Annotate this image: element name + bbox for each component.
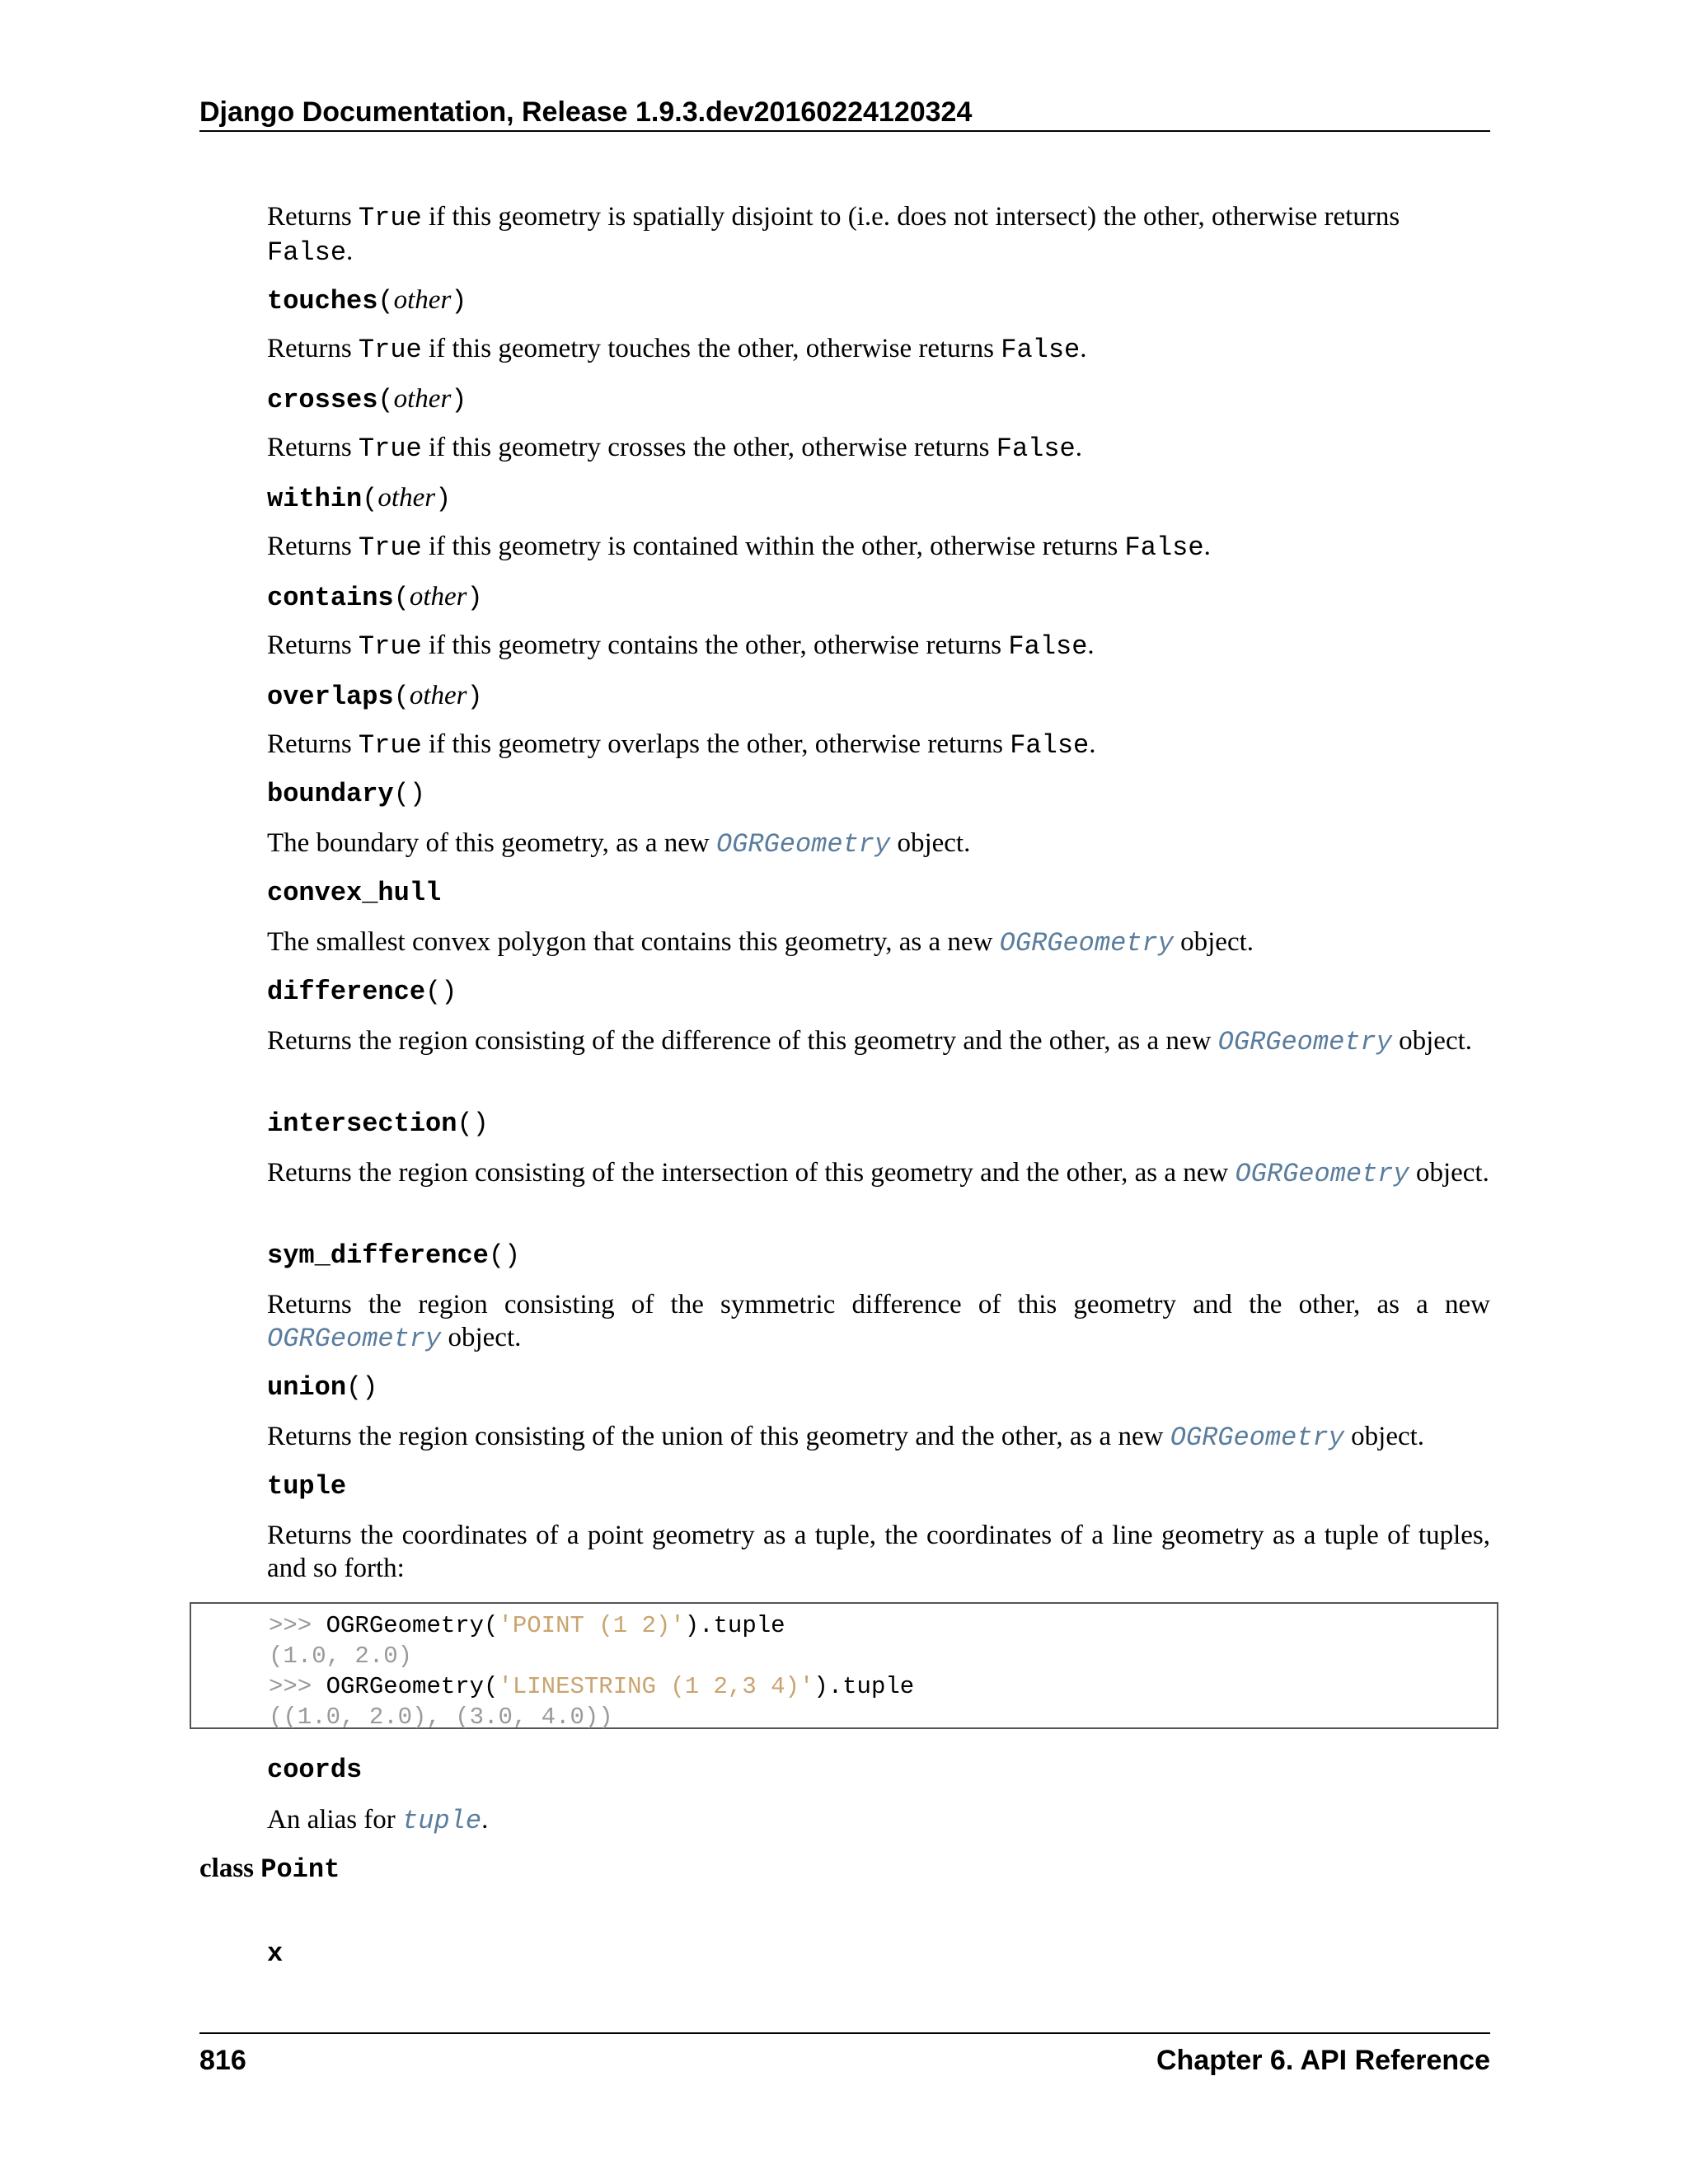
x-signature: [267, 1938, 1490, 1971]
method-name-within: within: [267, 484, 363, 514]
attribute-name-tuple: tuple: [267, 1471, 347, 1502]
point-class-signature: [199, 1854, 340, 1885]
coords-description: An alias for tuple.: [267, 1805, 489, 1836]
overlaps-signature: overlaps(other): [267, 681, 483, 712]
chapter-title: Chapter 6. API Reference: [1156, 2045, 1490, 2076]
union-description: Returns the region consisting of the union of this geometry and the other, as a new OGRGeometry object.: [267, 1422, 1425, 1453]
method-name-difference: difference: [267, 977, 426, 1007]
ogrgeometry-link[interactable]: OGRGeometry: [1170, 1422, 1344, 1453]
tuple-link[interactable]: tuple: [402, 1806, 482, 1836]
intersection-signature: intersection(): [267, 1108, 489, 1139]
intersection-description: Returns the region consisting of the intersection of this geometry and the other, as a new OGRGeometry object.: [267, 1158, 1489, 1189]
touches-description: Returns True if this geometry touches the other, otherwise returns False.: [267, 334, 1087, 365]
method-name-contains: contains: [267, 583, 394, 613]
crosses-signature: crosses(other): [267, 384, 467, 415]
within-signature: within(other): [267, 483, 452, 514]
coords-signature: [267, 1754, 1490, 1787]
crosses-description: Returns True if this geometry crosses the other, otherwise returns False.: [267, 433, 1082, 464]
page-number: 816: [199, 2045, 246, 2076]
method-name-intersection: intersection: [267, 1108, 457, 1139]
tuple-signature: [267, 1470, 1490, 1503]
method-name-union: union: [267, 1372, 347, 1403]
method-name-overlaps: overlaps: [267, 682, 394, 712]
ogrgeometry-link[interactable]: OGRGeometry: [1217, 1027, 1392, 1057]
difference-description: Returns the region consisting of the difference of this geometry and the other, as a new OGRGeometry object.: [267, 1026, 1473, 1057]
code-line-1: >>> OGRGeometry('POINT (1 2)').tuple: [269, 1612, 785, 1639]
header-title: Django Documentation, Release 1.9.3.dev20160224120324: [199, 96, 973, 128]
sym-difference-description: Returns the region consisting of the symmetric difference of this geometry and the other, as a new OGRGeometry object.: [267, 1290, 1490, 1354]
attribute-name-convex-hull: convex_hull: [267, 878, 442, 908]
method-name-sym-difference: sym_difference: [267, 1240, 489, 1271]
within-description: Returns True if this geometry is contained within the other, otherwise returns False.: [267, 532, 1211, 563]
code-line-4: ((1.0, 2.0), (3.0, 4.0)): [269, 1704, 613, 1731]
ogrgeometry-link[interactable]: OGRGeometry: [715, 829, 891, 860]
ogrgeometry-link[interactable]: OGRGeometry: [1235, 1159, 1409, 1189]
page-header: [199, 96, 1490, 129]
boundary-description: The boundary of this geometry, as a new OGRGeometry object.: [267, 828, 971, 860]
code-line-3: >>> OGRGeometry('LINESTRING (1 2,3 4)').tuple: [269, 1673, 915, 1700]
class-name-point: Point: [260, 1854, 340, 1885]
overlaps-description: Returns True if this geometry overlaps the other, otherwise returns False.: [267, 729, 1096, 761]
convex-hull-signature: [267, 877, 1490, 910]
ogrgeometry-link[interactable]: OGRGeometry: [999, 928, 1174, 958]
class-keyword: class: [199, 1854, 261, 1883]
header-rule: [199, 130, 1490, 132]
union-signature: union(): [267, 1372, 378, 1403]
method-name-crosses: crosses: [267, 385, 378, 415]
convex-hull-description: The smallest convex polygon that contains this geometry, as a new OGRGeometry object.: [267, 927, 1254, 958]
method-name-touches: touches: [267, 286, 378, 316]
contains-signature: contains(other): [267, 582, 483, 613]
tuple-description: Returns the coordinates of a point geometry as a tuple, the coordinates of a line geometry as a tuple of tuples, and so forth:: [267, 1521, 1490, 1583]
code-line-2: (1.0, 2.0): [269, 1643, 413, 1670]
disjoint-description: Returns True if this geometry is spatially disjoint to (i.e. does not intersect) the other, otherwise returns False.: [267, 202, 1400, 268]
attribute-name-x: x: [267, 1938, 284, 1969]
difference-signature: difference(): [267, 977, 457, 1007]
footer-rule: [199, 2032, 1490, 2034]
ogrgeometry-link[interactable]: OGRGeometry: [267, 1324, 442, 1354]
contains-description: Returns True if this geometry contains the other, otherwise returns False.: [267, 630, 1095, 662]
code-example-block: [190, 1602, 1498, 1729]
sym-difference-signature: sym_difference(): [267, 1240, 521, 1271]
touches-signature: touches(other): [267, 285, 467, 316]
boundary-signature: boundary(): [267, 779, 426, 809]
method-name-boundary: boundary: [267, 779, 394, 809]
attribute-name-coords: coords: [267, 1755, 363, 1785]
